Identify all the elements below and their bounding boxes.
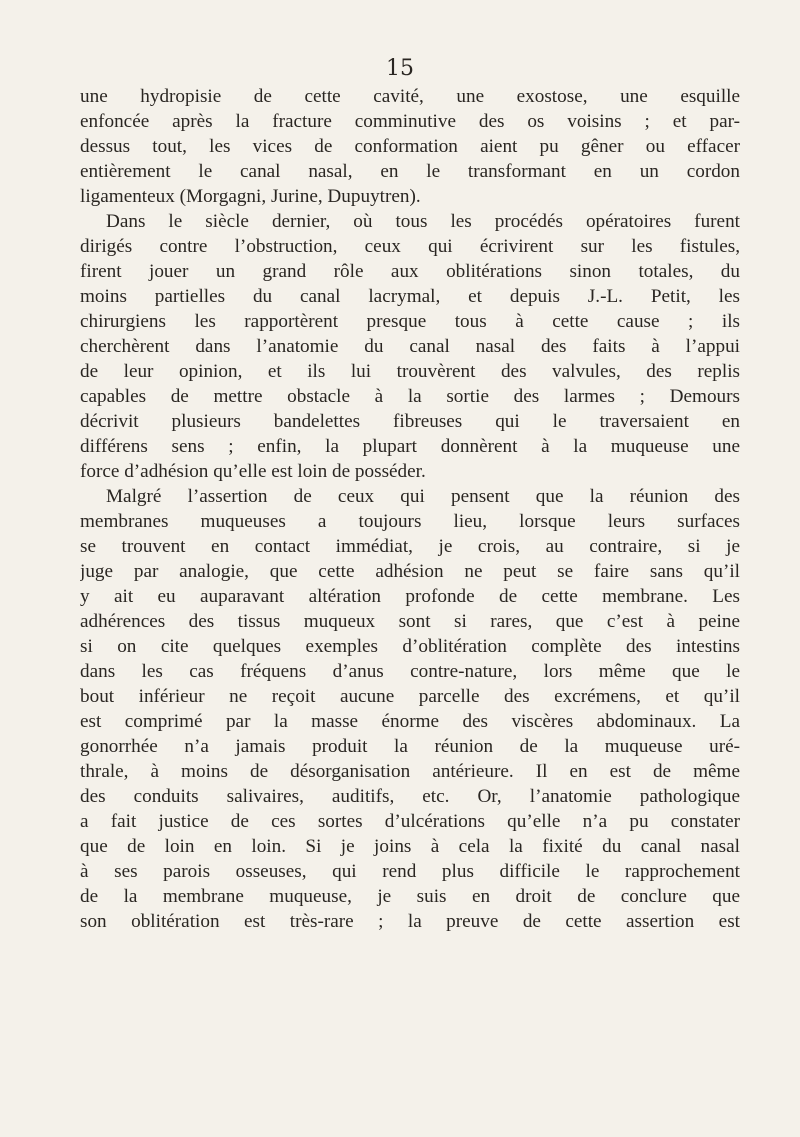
text-line: à ses parois osseuses, qui rend plus difficile le rapprochement (80, 861, 740, 882)
text-line: de la membrane muqueuse, je suis en droit de conclure que (80, 886, 740, 907)
text-line: différens sens ; enfin, la plupart donnèrent à la muqueuse une (80, 436, 740, 457)
text-line: capables de mettre obstacle à la sortie des larmes ; Demours (80, 386, 740, 407)
text-line: membranes muqueuses a toujours lieu, lorsque leurs surfaces (80, 511, 740, 532)
text-line: bout inférieur ne reçoit aucune parcelle des excrémens, et qu’il (80, 686, 740, 707)
text-line: a fait justice de ces sortes d’ulcérations qu’elle n’a pu constater (80, 811, 740, 832)
text-line: des conduits salivaires, auditifs, etc. Or, l’anatomie pathologique (80, 786, 740, 807)
text-line: adhérences des tissus muqueux sont si rares, que c’est à peine (80, 611, 740, 632)
text-line: cherchèrent dans l’anatomie du canal nasal des faits à l’appui (80, 336, 740, 357)
text-line: gonorrhée n’a jamais produit la réunion de la muqueuse uré- (80, 736, 740, 757)
text-line: thrale, à moins de désorganisation antérieure. Il en est de même (80, 761, 740, 782)
text-line: dans les cas fréquens d’anus contre-nature, lors même que le (80, 661, 740, 682)
text-line: dirigés contre l’obstruction, ceux qui écrivirent sur les fistules, (80, 236, 740, 257)
text-line: chirurgiens les rapportèrent presque tous à cette cause ; ils (80, 311, 740, 332)
text-line: son oblitération est très-rare ; la preuve de cette assertion est (80, 911, 740, 932)
page-number: 15 (386, 56, 414, 81)
text-line: y ait eu auparavant altération profonde de cette membrane. Les (80, 586, 740, 607)
text-line: firent jouer un grand rôle aux oblitérations sinon totales, du (80, 261, 740, 282)
text-line: juge par analogie, que cette adhésion ne peut se faire sans qu’il (80, 561, 740, 582)
body-text (80, 84, 740, 934)
text-line: enfoncée après la fracture comminutive des os voisins ; et par- (80, 111, 740, 132)
text-line: dessus tout, les vices de conformation aient pu gêner ou effacer (80, 136, 740, 157)
text-line: Malgré l’assertion de ceux qui pensent que la réunion des (106, 486, 740, 507)
text-line: se trouvent en contact immédiat, je crois, au contraire, si je (80, 536, 740, 557)
text-line: de leur opinion, et ils lui trouvèrent des valvules, des replis (80, 361, 740, 382)
text-line: moins partielles du canal lacrymal, et depuis J.-L. Petit, les (80, 286, 740, 307)
text-line: Dans le siècle dernier, où tous les procédés opératoires furent (106, 211, 740, 232)
text-line: ligamenteux (Morgagni, Jurine, Dupuytren). (80, 186, 421, 207)
text-line: est comprimé par la masse énorme des viscères abdominaux. La (80, 711, 740, 732)
text-line: une hydropisie de cette cavité, une exostose, une esquille (80, 86, 740, 107)
text-line: que de loin en loin. Si je joins à cela la fixité du canal nasal (80, 836, 740, 857)
text-line: décrivit plusieurs bandelettes fibreuses qui le traversaient en (80, 411, 740, 432)
text-line: entièrement le canal nasal, en le transformant en un cordon (80, 161, 740, 182)
text-line: force d’adhésion qu’elle est loin de posséder. (80, 461, 426, 482)
text-line: si on cite quelques exemples d’oblitération complète des intestins (80, 636, 740, 657)
